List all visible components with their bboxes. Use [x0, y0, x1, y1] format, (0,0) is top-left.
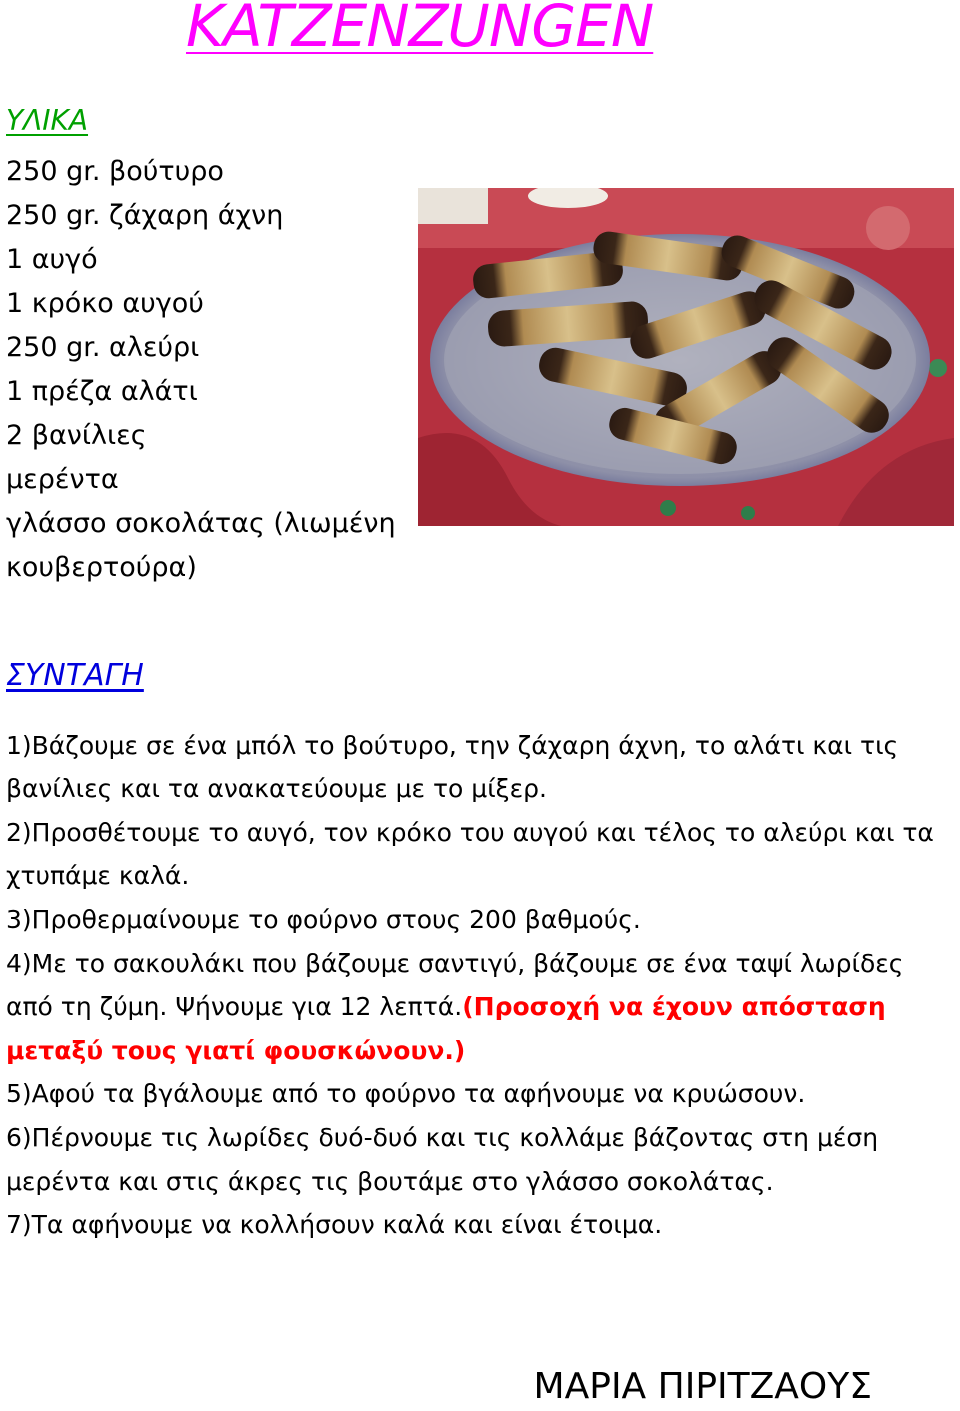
recipe-step: 5)Αφού τα βγάλουμε από το φούρνο τα αφήνουμε να κρυώσουν. [6, 1079, 806, 1109]
ingredient-item: 2 βανίλιες [6, 420, 147, 451]
ingredient-item: 1 πρέζα αλάτι [6, 376, 198, 407]
recipe-title: KATZENZUNGEN [186, 0, 654, 60]
recipe-step: 1)Βάζουμε σε ένα μπόλ το βούτυρο, την ζάχαρη άχνη, το αλάτι και τις βανίλιες και τα ανακατεύουμε με το μίξερ. [6, 730, 899, 804]
ingredient-item: 1 κρόκο αυγού [6, 288, 204, 319]
warning-note: (Προσοχή να έχουν απόσταση μεταξύ τους γιατί φουσκώνουν.) [6, 992, 886, 1065]
ingredient-item: γλάσσο σοκολάτας (λιωμένη [6, 508, 396, 539]
recipe-step: 7)Τα αφήνουμε να κολλήσουν καλά και είναι έτοιμα. [6, 1210, 663, 1240]
recipe-step: 3)Προθερμαίνουμε το φούρνο στους 200 βαθμούς. [6, 904, 641, 934]
ingredient-item: 250 gr. ζάχαρη άχνη [6, 200, 284, 231]
ingredient-item: κουβερτούρα) [6, 552, 197, 583]
recipe-heading: ΣΥΝΤΑΓΗ [6, 658, 144, 693]
author-name: ΜΑΡΙΑ ΠΙΡΙΤΖΑΟΥΣ [533, 1366, 872, 1407]
ingredients-heading: ΥΛΙΚΑ [6, 104, 89, 137]
step-text: 4)Με το σακουλάκι που βάζουμε σαντιγύ, βάζουμε σε ένα ταψί λωρίδες από τη ζύμη. Ψήνουμε για 12 λεπτά. [6, 948, 904, 1022]
cookies-photo [418, 188, 954, 526]
ingredients-list [6, 150, 416, 590]
recipe-steps [6, 680, 946, 1247]
ingredient-item: 250 gr. αλεύρι [6, 332, 200, 363]
ingredient-item: 1 αυγό [6, 244, 98, 275]
recipe-step [6, 942, 946, 1073]
recipe-step: 6)Πέρνουμε τις λωρίδες δυό-δυό και τις κολλάμε βάζοντας στη μέση μερέντα και στις άκρες τις βουτάμε στο γλάσσο σοκολάτας. [6, 1122, 879, 1196]
recipe-step: 2)Προσθέτουμε το αυγό, τον κρόκο του αυγού και τέλος το αλεύρι και τα χτυπάμε καλά. [6, 817, 934, 891]
ingredient-item: 250 gr. βούτυρο [6, 156, 224, 187]
ingredient-item: μερέντα [6, 464, 119, 495]
